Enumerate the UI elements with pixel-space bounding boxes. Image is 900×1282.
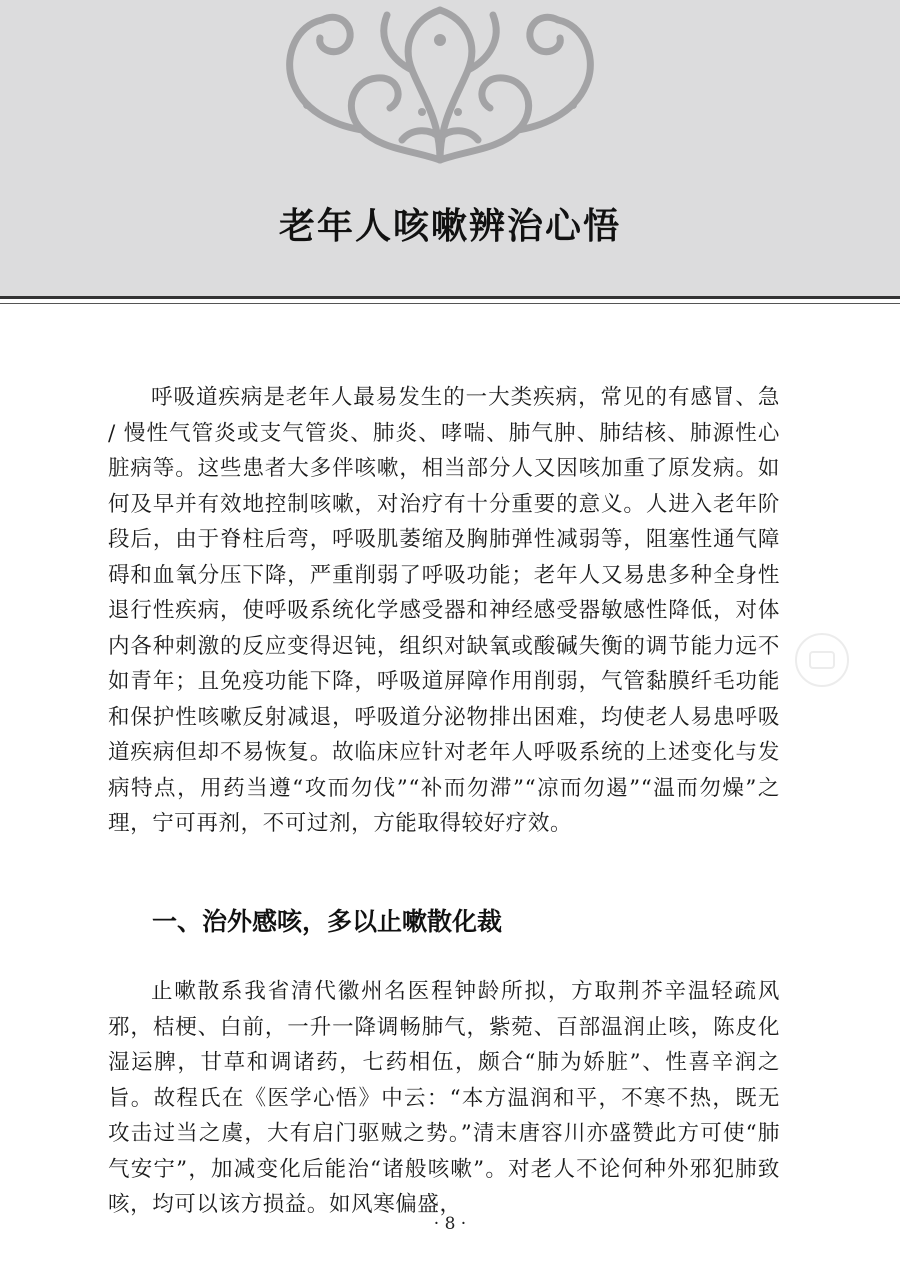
header-divider-thin: [0, 303, 900, 304]
page-number: · 8 ·: [433, 1214, 467, 1234]
section-heading-1: 一、治外感咳，多以止嗽散化裁: [152, 907, 503, 936]
watermark-stamp-icon: [790, 628, 854, 692]
chapter-header-band: [0, 0, 900, 296]
floral-scroll-ornament-icon: [262, 0, 618, 172]
header-divider: [0, 296, 900, 299]
body-paragraph-2: 止嗽散系我省清代徽州名医程钟龄所拟，方取荆芥辛温轻疏风邪，桔梗、白前，一升一降调畅肺气，紫菀、百部温润止咳，陈皮化湿运脾，甘草和调诸药，七药相伍，颇合“肺为娇脏”、性喜辛润之旨。故程氏在《医学心悟》中云：“本方温润和平，不寒不热，既无攻击过当之虞，大有启门驱贼之势。”清末唐容川亦盛赞此方可使“肺气安宁”，加减变化后能治“诸般咳嗽”。对老人不论何种外邪犯肺致咳，均可以该方损益。如风寒偏盛，: [108, 979, 780, 1217]
page-title: 老年人咳嗽辨治心悟: [278, 206, 621, 247]
body-paragraph-1: 呼吸道疾病是老年人最易发生的一大类疾病，常见的有感冒、急 / 慢性气管炎或支气管炎、肺炎、哮喘、肺气肿、肺结核、肺源性心脏病等。这些患者大多伴咳嗽，相当部分人又因咳加重了原发病。如何及早并有效地控制咳嗽，对治疗有十分重要的意义。人进入老年阶段后，由于脊柱后弯，呼吸肌萎缩及胸肺弹性减弱等，阻塞性通气障碍和血氧分压下降，严重削弱了呼吸功能；老年人又易患多种全身性退行性疾病，使呼吸系统化学感受器和神经感受器敏感性降低，对体内各种刺激的反应变得迟钝，组织对缺氧或酸碱失衡的调节能力远不如青年；且免疫功能下降，呼吸道屏障作用削弱，气管黏膜纤毛功能和保护性咳嗽反射减退，呼吸道分泌物排出困难，均使老人易患呼吸道疾病但却不易恢复。故临床应针对老年人呼吸系统的上述变化与发病特点，用药当遵“攻而勿伐”“补而勿滞”“凉而勿遏”“温而勿燥”之理，宁可再剂，不可过剂，方能取得较好疗效。: [108, 385, 780, 836]
